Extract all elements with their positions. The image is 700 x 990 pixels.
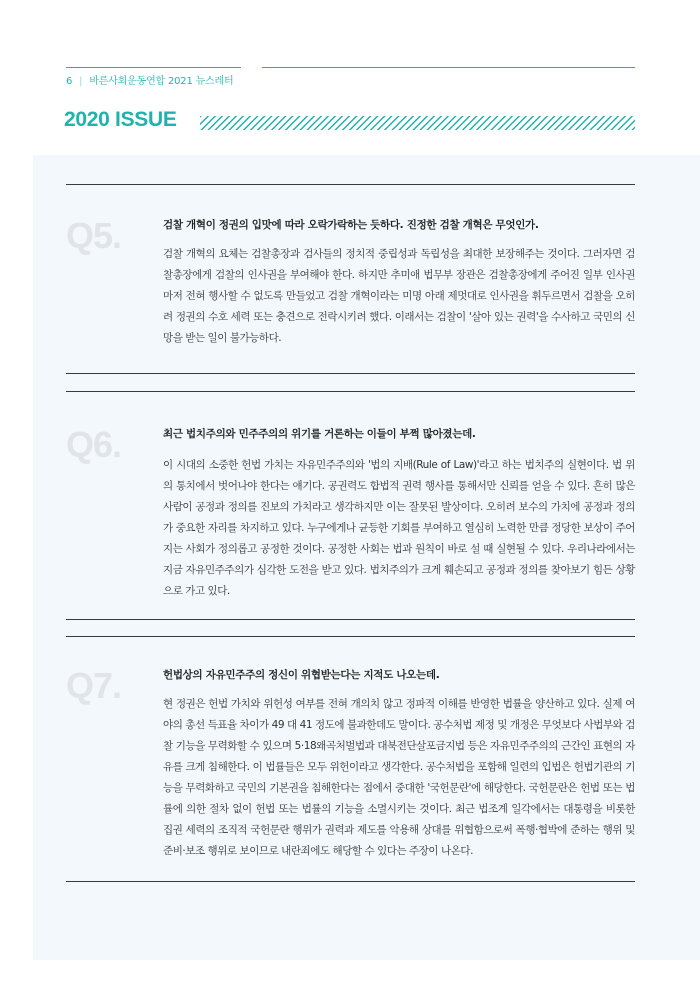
question-text: 최근 법치주의와 민주주의의 위기를 거론하는 이들이 부쩍 많아졌는데.	[163, 428, 476, 440]
section-title: 2020 ISSUE	[64, 108, 177, 131]
divider-top-q5	[66, 184, 635, 185]
running-head	[66, 72, 233, 87]
header-rule-left	[66, 67, 241, 68]
publication-name: 바른사회운동연합 2021 뉴스레터	[89, 76, 234, 87]
question-text: 헌법상의 자유민주주의 정신이 위협받는다는 지적도 나오는데.	[163, 669, 440, 681]
question-text: 검찰 개혁이 정권의 입맛에 따라 오락가락하는 듯하다. 진정한 검찰 개혁은 무엇인가.	[163, 219, 539, 231]
divider-top-q6	[66, 391, 635, 392]
header-separator: |	[79, 76, 83, 87]
divider-bottom-q7	[66, 881, 635, 882]
page-number: 6	[66, 76, 73, 87]
question-number: Q6.	[66, 424, 122, 465]
divider-bottom-q5	[66, 373, 635, 374]
question-number: Q5.	[66, 215, 122, 256]
answer-text: 현 정권은 헌법 가치와 위헌성 여부를 전혀 개의치 않고 정파적 이해를 반영한 법률을 양산하고 있다. 실제 여야의 총선 득표율 차이가 49 대 41 정도에 불과한데도 말이다. 공수처법 제정 및 개정은 무엇보다 사법부와 검찰 기능을 무력화할 수 있으며 5·18왜곡처벌법과 대북전단살포금지법 등은 자유민주주의의 근간인 표현의 자유를 크게 침해한다. 이 법률들은 모두 위헌이라고 생각한다. 공수처법을 포함해 일련의 입법은 헌법기관의 기능을 무력화하고 국민의 기본권을 침해한다는 점에서 중대한 '국헌문란'에 해당한다. 국헌문란은 헌법 또는 법률에 의한 절차 없이 헌법 또는 법률의 기능을 소멸시키는 것이다. 최근 법조계 일각에서는 대통령을 비롯한 집권 세력의 조직적 국헌문란 행위가 권력과 제도를 악용해 상대를 위협함으로써 폭행·협박에 준하는 행위 및 준비·보조 행위로 보이므로 내란죄에도 해당할 수 있다는 주장이 나온다.	[163, 698, 635, 857]
question-number: Q7.	[66, 665, 122, 706]
title-hatch-decoration	[200, 116, 635, 130]
divider-top-q7	[66, 636, 635, 637]
divider-bottom-q6	[66, 619, 635, 620]
answer-text: 검찰 개혁의 요체는 검찰총장과 검사들의 정치적 중립성과 독립성을 최대한 보장해주는 것이다. 그러자면 검찰총장에게 검찰의 인사권을 부여해야 한다. 하지만 추미애 법무부 장관은 검찰총장에게 주어진 일부 인사권마저 전혀 행사할 수 없도록 만들었고 검찰 개혁이라는 미명 아래 제멋대로 인사권을 휘두르면서 검찰을 오히려 정권의 수호 세력 또는 충견으로 전락시키려 했다. 이래서는 검찰이 '살아 있는 권력'을 수사하고 국민의 신망을 받는 일이 불가능하다.	[163, 248, 635, 344]
header-rule-right	[262, 67, 635, 68]
answer-text: 이 시대의 소중한 헌법 가치는 자유민주주의와 '법의 지배(Rule of Law)'라고 하는 법치주의 실현이다. 법 위의 통치에서 벗어나야 한다는 얘기다. 공권력도 합법적 권력 행사를 통해서만 신뢰를 얻을 수 있다. 흔히 많은 사람이 공정과 정의를 진보의 가치라고 생각하지만 이는 잘못된 발상이다. 오히려 보수의 가치에 공정과 정의가 중요한 자리를 차지하고 있다. 누구에게나 균등한 기회를 부여하고 열심히 노력한 만큼 정당한 보상이 주어지는 사회가 정의롭고 공정한 것이다. 공정한 사회는 법과 원칙이 바로 설 때 실현될 수 있다. 우리나라에서는 지금 자유민주주의가 심각한 도전을 받고 있다. 법치주의가 크게 훼손되고 공정과 정의를 찾아보기 힘든 상황으로 가고 있다.	[163, 459, 635, 597]
